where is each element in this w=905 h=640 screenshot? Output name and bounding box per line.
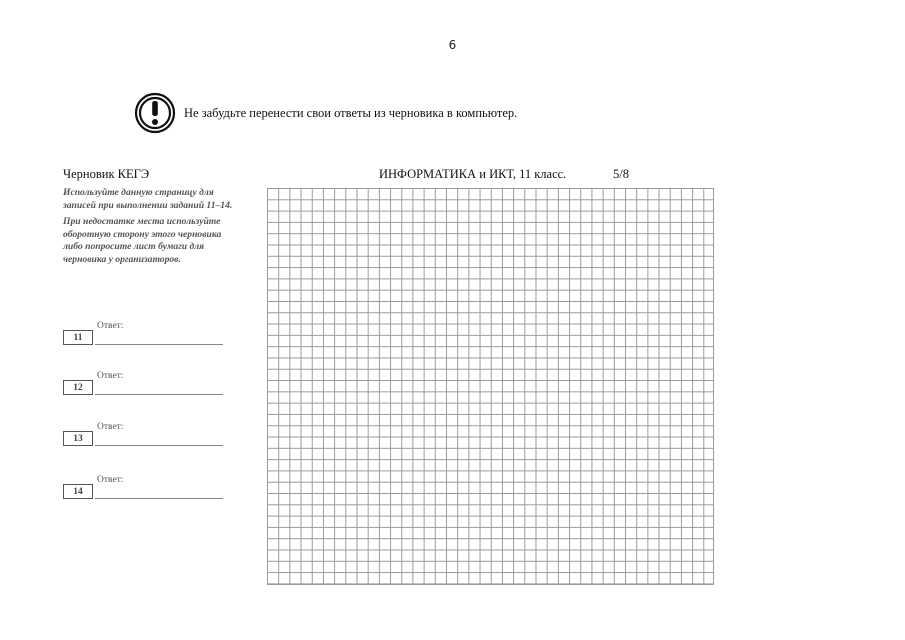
answer-row-13 [63,422,233,452]
answer-label: Ответ: [97,321,124,331]
subject-title: ИНФОРМАТИКА и ИКТ, 11 класс. [379,167,567,181]
answer-field[interactable] [95,445,223,446]
instructions-paragraph-2: При недостатке места используйте оборотную сторону этого черновика либо попросите лист бумаги для черновика у организаторов. [63,216,222,265]
exclamation-circle-icon [134,92,176,134]
warning-notice [134,92,517,134]
instructions-paragraph-1: Используйте данную страницу для записей при выполнении заданий 11–14. [63,187,233,211]
page-indicator: 5/8 [613,167,629,181]
task-number-box: 13 [63,431,93,446]
draft-title: Черновик КЕГЭ [63,167,150,181]
warning-text: Не забудьте перенести свои ответы из черновика в компьютер. [184,105,518,120]
page-number: 6 [448,38,457,52]
answer-label: Ответ: [97,475,124,485]
draft-grid [267,188,714,585]
task-number-box: 14 [63,484,93,499]
answer-row-11 [63,321,233,351]
answer-label: Ответ: [97,371,124,381]
answer-label: Ответ: [97,422,124,432]
task-number-box: 11 [63,330,93,345]
answer-field[interactable] [95,394,223,395]
task-number-box: 12 [63,380,93,395]
answer-field[interactable] [95,498,223,499]
answer-row-14 [63,475,233,505]
answer-row-12 [63,371,233,401]
instructions [63,187,233,271]
answer-field[interactable] [95,344,223,345]
